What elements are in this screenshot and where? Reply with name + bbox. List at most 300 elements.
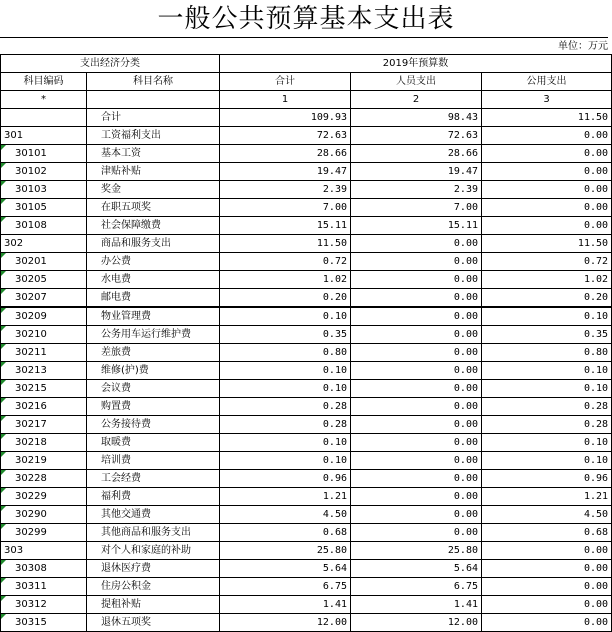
- cell-total: [220, 344, 351, 362]
- cell-name: [87, 271, 220, 289]
- table-row: [1, 578, 612, 596]
- cell-code-text: 30105: [15, 202, 47, 213]
- cell-personnel-text: 0.00: [453, 256, 478, 267]
- cell-public: [482, 452, 612, 470]
- cell-total-text: 1.02: [322, 274, 347, 285]
- cell-total: [220, 289, 351, 308]
- cell-name: [87, 181, 220, 199]
- unit-label: 单位：万元: [0, 37, 608, 55]
- cell-name: [87, 235, 220, 253]
- cell-name-text: 基本工资: [101, 148, 141, 159]
- cell-total-text: 0.20: [322, 292, 347, 303]
- cell-code: [1, 199, 87, 217]
- cell-personnel: [351, 181, 482, 199]
- cell-total-text: 0.10: [322, 311, 347, 322]
- table-row: [1, 127, 612, 145]
- header-col-1: 1: [220, 91, 351, 109]
- cell-total-text: 4.50: [322, 509, 347, 520]
- cell-name: [87, 344, 220, 362]
- cell-marker-icon: [1, 289, 6, 294]
- cell-code-text: 30211: [15, 347, 47, 358]
- table-row: [1, 560, 612, 578]
- cell-public: [482, 163, 612, 181]
- cell-public-text: 0.72: [583, 256, 609, 267]
- cell-total-text: 2.39: [322, 184, 347, 195]
- cell-code: [1, 362, 87, 380]
- cell-marker-icon: [1, 217, 6, 222]
- cell-code-text: 30205: [15, 274, 47, 285]
- table-row: [1, 289, 612, 308]
- cell-personnel: [351, 235, 482, 253]
- cell-public-text: 0.80: [583, 347, 609, 358]
- cell-marker-icon: [1, 488, 6, 493]
- cell-marker-icon: [1, 596, 6, 601]
- table-row: [1, 344, 612, 362]
- cell-name-text: 物业管理费: [101, 311, 151, 322]
- cell-code: [1, 416, 87, 434]
- cell-code: [1, 506, 87, 524]
- cell-personnel: [351, 145, 482, 163]
- cell-code-text: 30201: [15, 256, 47, 267]
- cell-code: [1, 434, 87, 452]
- cell-code-text: 303: [4, 545, 24, 556]
- cell-code-text: 30218: [15, 437, 47, 448]
- cell-total-text: 0.72: [322, 256, 347, 267]
- cell-code: [1, 344, 87, 362]
- cell-personnel-text: 0.00: [453, 347, 478, 358]
- cell-personnel: [351, 127, 482, 145]
- cell-name: [87, 434, 220, 452]
- cell-total: [220, 578, 351, 596]
- cell-public: [482, 181, 612, 199]
- header-budget-year: 2019年预算数: [220, 55, 612, 73]
- cell-code-text: 30308: [15, 563, 47, 574]
- cell-personnel-text: 28.66: [447, 148, 478, 159]
- cell-marker-icon: [1, 181, 6, 186]
- cell-name-text: 其他交通费: [101, 509, 151, 520]
- cell-personnel: [351, 289, 482, 308]
- cell-public-text: 0.00: [583, 220, 609, 231]
- cell-name-text: 商品和服务支出: [101, 238, 171, 249]
- cell-total-text: 15.11: [316, 220, 347, 231]
- cell-public: [482, 380, 612, 398]
- cell-public: [482, 524, 612, 542]
- cell-name-text: 购置费: [101, 401, 131, 412]
- table-row: [1, 145, 612, 163]
- cell-total: [220, 452, 351, 470]
- cell-public: [482, 434, 612, 452]
- cell-personnel: [351, 380, 482, 398]
- cell-total-text: 25.80: [316, 545, 347, 556]
- cell-code-text: 30315: [15, 617, 47, 628]
- cell-public-text: 0.00: [583, 166, 609, 177]
- header-category: 支出经济分类: [1, 55, 220, 73]
- cell-code: [1, 181, 87, 199]
- cell-name: [87, 199, 220, 217]
- cell-public: [482, 253, 612, 271]
- cell-personnel: [351, 470, 482, 488]
- cell-code-text: 30228: [15, 473, 47, 484]
- cell-public-text: 0.10: [583, 437, 609, 448]
- cell-code-text: 30290: [15, 509, 47, 520]
- cell-name-text: 住房公积金: [101, 581, 151, 592]
- header-star: *: [1, 91, 87, 109]
- table-row: [1, 506, 612, 524]
- cell-name-text: 社会保障缴费: [101, 220, 161, 231]
- cell-total: [220, 596, 351, 614]
- cell-personnel-text: 7.00: [453, 202, 478, 213]
- cell-personnel-text: 0.00: [453, 455, 478, 466]
- cell-total-text: 0.28: [322, 401, 347, 412]
- cell-code: [1, 596, 87, 614]
- cell-total-text: 1.41: [322, 599, 347, 610]
- cell-code-text: 30209: [15, 311, 47, 322]
- cell-code: [1, 326, 87, 344]
- cell-code-text: 30215: [15, 383, 47, 394]
- cell-personnel: [351, 560, 482, 578]
- cell-public-text: 0.10: [583, 311, 609, 322]
- cell-personnel-text: 12.00: [447, 617, 478, 628]
- cell-name: [87, 470, 220, 488]
- cell-name-text: 工会经费: [101, 473, 141, 484]
- cell-name: [87, 506, 220, 524]
- cell-personnel: [351, 362, 482, 380]
- cell-total: [220, 470, 351, 488]
- header-personnel: 人员支出: [351, 73, 482, 91]
- cell-public-text: 0.35: [583, 329, 609, 340]
- cell-code-text: 302: [4, 238, 24, 249]
- cell-public-text: 0.10: [583, 455, 609, 466]
- cell-code: [1, 524, 87, 542]
- cell-code: [1, 307, 87, 326]
- cell-personnel-text: 0.00: [453, 311, 478, 322]
- cell-name: [87, 398, 220, 416]
- cell-public: [482, 326, 612, 344]
- table-row: [1, 217, 612, 235]
- cell-marker-icon: [1, 326, 6, 331]
- cell-name: [87, 326, 220, 344]
- table-row: [1, 614, 612, 632]
- table-row: [1, 109, 612, 127]
- cell-personnel-text: 0.00: [453, 473, 478, 484]
- cell-total: [220, 416, 351, 434]
- cell-public: [482, 235, 612, 253]
- cell-total-text: 6.75: [322, 581, 347, 592]
- cell-total-text: 0.10: [322, 455, 347, 466]
- cell-personnel-text: 98.43: [447, 112, 478, 123]
- cell-personnel: [351, 217, 482, 235]
- cell-name: [87, 217, 220, 235]
- cell-personnel-text: 0.00: [453, 437, 478, 448]
- cell-name-text: 维修(护)费: [101, 365, 149, 376]
- cell-total-text: 72.63: [316, 130, 347, 141]
- cell-public: [482, 362, 612, 380]
- cell-personnel: [351, 307, 482, 326]
- cell-total: [220, 145, 351, 163]
- cell-public-text: 0.00: [583, 599, 609, 610]
- cell-name-text: 培训费: [101, 455, 131, 466]
- cell-personnel: [351, 253, 482, 271]
- cell-total: [220, 542, 351, 560]
- table-row: [1, 163, 612, 181]
- cell-public: [482, 596, 612, 614]
- cell-code: [1, 578, 87, 596]
- cell-public-text: 0.00: [583, 563, 609, 574]
- cell-personnel-text: 6.75: [453, 581, 478, 592]
- budget-table: [0, 54, 612, 632]
- cell-total-text: 19.47: [316, 166, 347, 177]
- header-name: 科目名称: [87, 73, 220, 91]
- cell-public-text: 11.50: [577, 238, 609, 249]
- cell-code: [1, 109, 87, 127]
- header-public: 公用支出: [482, 73, 612, 91]
- cell-total: [220, 524, 351, 542]
- table-body: [1, 109, 612, 632]
- cell-total: [220, 506, 351, 524]
- cell-name-text: 福利费: [101, 491, 131, 502]
- cell-name-text: 提租补贴: [101, 599, 141, 610]
- cell-personnel: [351, 452, 482, 470]
- cell-name: [87, 416, 220, 434]
- cell-total: [220, 488, 351, 506]
- cell-name-text: 在职五项奖: [101, 202, 151, 213]
- cell-name-text: 会议费: [101, 383, 131, 394]
- cell-code: [1, 145, 87, 163]
- cell-name: [87, 127, 220, 145]
- cell-personnel-text: 0.00: [453, 509, 478, 520]
- cell-public: [482, 344, 612, 362]
- cell-code-text: 30229: [15, 491, 47, 502]
- cell-public: [482, 127, 612, 145]
- cell-total-text: 0.68: [322, 527, 347, 538]
- cell-code: [1, 289, 87, 308]
- cell-name-text: 公务接待费: [101, 419, 151, 430]
- cell-public-text: 0.00: [583, 545, 609, 556]
- cell-personnel: [351, 524, 482, 542]
- cell-personnel-text: 0.00: [453, 401, 478, 412]
- cell-name: [87, 596, 220, 614]
- cell-personnel-text: 0.00: [453, 329, 478, 340]
- cell-code: [1, 271, 87, 289]
- table-row: [1, 235, 612, 253]
- cell-name-text: 差旅费: [101, 347, 131, 358]
- cell-personnel: [351, 416, 482, 434]
- cell-total-text: 5.64: [322, 563, 347, 574]
- cell-marker-icon: [1, 344, 6, 349]
- cell-code-text: 30312: [15, 599, 47, 610]
- cell-public: [482, 307, 612, 326]
- cell-personnel-text: 5.64: [453, 563, 478, 574]
- table-row: [1, 470, 612, 488]
- table-row: [1, 596, 612, 614]
- cell-code-text: 30102: [15, 166, 47, 177]
- cell-marker-icon: [1, 578, 6, 583]
- cell-code: [1, 470, 87, 488]
- cell-public-text: 0.00: [583, 202, 609, 213]
- cell-total: [220, 217, 351, 235]
- table-row: [1, 271, 612, 289]
- cell-name: [87, 524, 220, 542]
- cell-personnel: [351, 199, 482, 217]
- cell-name: [87, 145, 220, 163]
- cell-name: [87, 289, 220, 308]
- cell-personnel-text: 25.80: [447, 545, 478, 556]
- table-row: [1, 380, 612, 398]
- cell-total-text: 11.50: [316, 238, 347, 249]
- cell-total-text: 0.96: [322, 473, 347, 484]
- cell-total-text: 0.35: [322, 329, 347, 340]
- cell-personnel-text: 19.47: [447, 166, 478, 177]
- cell-personnel-text: 0.00: [453, 491, 478, 502]
- cell-total: [220, 253, 351, 271]
- cell-code-text: 30207: [15, 292, 47, 303]
- cell-total-text: 7.00: [322, 202, 347, 213]
- header-col-2: 2: [351, 91, 482, 109]
- cell-name: [87, 614, 220, 632]
- cell-total: [220, 362, 351, 380]
- cell-code: [1, 614, 87, 632]
- cell-personnel: [351, 542, 482, 560]
- cell-code: [1, 380, 87, 398]
- cell-marker-icon: [1, 253, 6, 258]
- cell-personnel: [351, 271, 482, 289]
- cell-personnel-text: 15.11: [447, 220, 478, 231]
- cell-name-text: 公务用车运行维护费: [101, 329, 191, 340]
- cell-public-text: 0.10: [583, 383, 609, 394]
- cell-public-text: 11.50: [577, 112, 609, 123]
- cell-name: [87, 542, 220, 560]
- cell-total-text: 0.80: [322, 347, 347, 358]
- cell-total: [220, 199, 351, 217]
- cell-public-text: 0.00: [583, 184, 609, 195]
- cell-personnel: [351, 326, 482, 344]
- cell-public-text: 0.28: [583, 401, 609, 412]
- cell-public-text: 1.02: [583, 274, 609, 285]
- cell-public: [482, 199, 612, 217]
- cell-code: [1, 398, 87, 416]
- cell-public-text: 0.00: [583, 581, 609, 592]
- table-row: [1, 542, 612, 560]
- cell-public-text: 4.50: [583, 509, 609, 520]
- cell-personnel-text: 0.00: [453, 419, 478, 430]
- cell-personnel: [351, 398, 482, 416]
- cell-name: [87, 253, 220, 271]
- cell-marker-icon: [1, 470, 6, 475]
- cell-public: [482, 614, 612, 632]
- cell-public-text: 1.21: [583, 491, 609, 502]
- table-row: [1, 362, 612, 380]
- cell-personnel-text: 2.39: [453, 184, 478, 195]
- cell-personnel-text: 0.00: [453, 383, 478, 394]
- cell-personnel-text: 0.00: [453, 527, 478, 538]
- cell-total-text: 28.66: [316, 148, 347, 159]
- cell-personnel: [351, 614, 482, 632]
- cell-name: [87, 578, 220, 596]
- cell-name-text: 津贴补贴: [101, 166, 141, 177]
- cell-total: [220, 380, 351, 398]
- cell-total: [220, 560, 351, 578]
- cell-code-text: 30210: [15, 329, 47, 340]
- cell-personnel-text: 0.00: [453, 292, 478, 303]
- cell-public: [482, 398, 612, 416]
- cell-code: [1, 542, 87, 560]
- cell-total: [220, 181, 351, 199]
- cell-name: [87, 362, 220, 380]
- cell-personnel: [351, 163, 482, 181]
- cell-code-text: 30219: [15, 455, 47, 466]
- cell-marker-icon: [1, 398, 6, 403]
- table-row: [1, 434, 612, 452]
- cell-personnel: [351, 344, 482, 362]
- table-row: [1, 199, 612, 217]
- cell-marker-icon: [1, 434, 6, 439]
- cell-name-text: 奖金: [101, 184, 121, 195]
- cell-code: [1, 163, 87, 181]
- cell-name: [87, 109, 220, 127]
- cell-code: [1, 217, 87, 235]
- cell-total-text: 1.21: [322, 491, 347, 502]
- cell-code: [1, 452, 87, 470]
- cell-public: [482, 488, 612, 506]
- cell-public-text: 0.00: [583, 130, 609, 141]
- header-blank: [87, 91, 220, 109]
- cell-name: [87, 560, 220, 578]
- cell-code-text: 301: [4, 130, 24, 141]
- cell-public-text: 0.96: [583, 473, 609, 484]
- cell-personnel-text: 1.41: [453, 599, 478, 610]
- table-row: [1, 416, 612, 434]
- cell-code-text: 30216: [15, 401, 47, 412]
- cell-marker-icon: [1, 506, 6, 511]
- cell-public: [482, 271, 612, 289]
- header-col-3: 3: [482, 91, 612, 109]
- cell-public: [482, 470, 612, 488]
- table-row: [1, 398, 612, 416]
- cell-name-text: 退休五项奖: [101, 617, 151, 628]
- cell-marker-icon: [1, 416, 6, 421]
- cell-personnel: [351, 109, 482, 127]
- cell-total-text: 0.10: [322, 383, 347, 394]
- report-title: 一般公共预算基本支出表: [157, 4, 455, 34]
- cell-name-text: 退休医疗费: [101, 563, 151, 574]
- cell-code-text: 30108: [15, 220, 47, 231]
- cell-name: [87, 380, 220, 398]
- cell-personnel-text: 0.00: [453, 238, 478, 249]
- table-row: [1, 326, 612, 344]
- cell-name-text: 合计: [101, 112, 121, 123]
- cell-public: [482, 109, 612, 127]
- cell-public: [482, 506, 612, 524]
- cell-code-text: 30101: [15, 148, 47, 159]
- cell-public-text: 0.00: [583, 148, 609, 159]
- cell-marker-icon: [1, 271, 6, 276]
- header-total: 合计: [220, 73, 351, 91]
- cell-marker-icon: [1, 199, 6, 204]
- cell-name: [87, 488, 220, 506]
- table-row: [1, 488, 612, 506]
- cell-personnel: [351, 434, 482, 452]
- cell-name-text: 水电费: [101, 274, 131, 285]
- cell-total: [220, 434, 351, 452]
- cell-total: [220, 307, 351, 326]
- cell-code-text: 30103: [15, 184, 47, 195]
- cell-code: [1, 127, 87, 145]
- cell-marker-icon: [1, 163, 6, 168]
- cell-personnel: [351, 506, 482, 524]
- cell-code: [1, 560, 87, 578]
- cell-public: [482, 578, 612, 596]
- cell-public-text: 0.00: [583, 617, 609, 628]
